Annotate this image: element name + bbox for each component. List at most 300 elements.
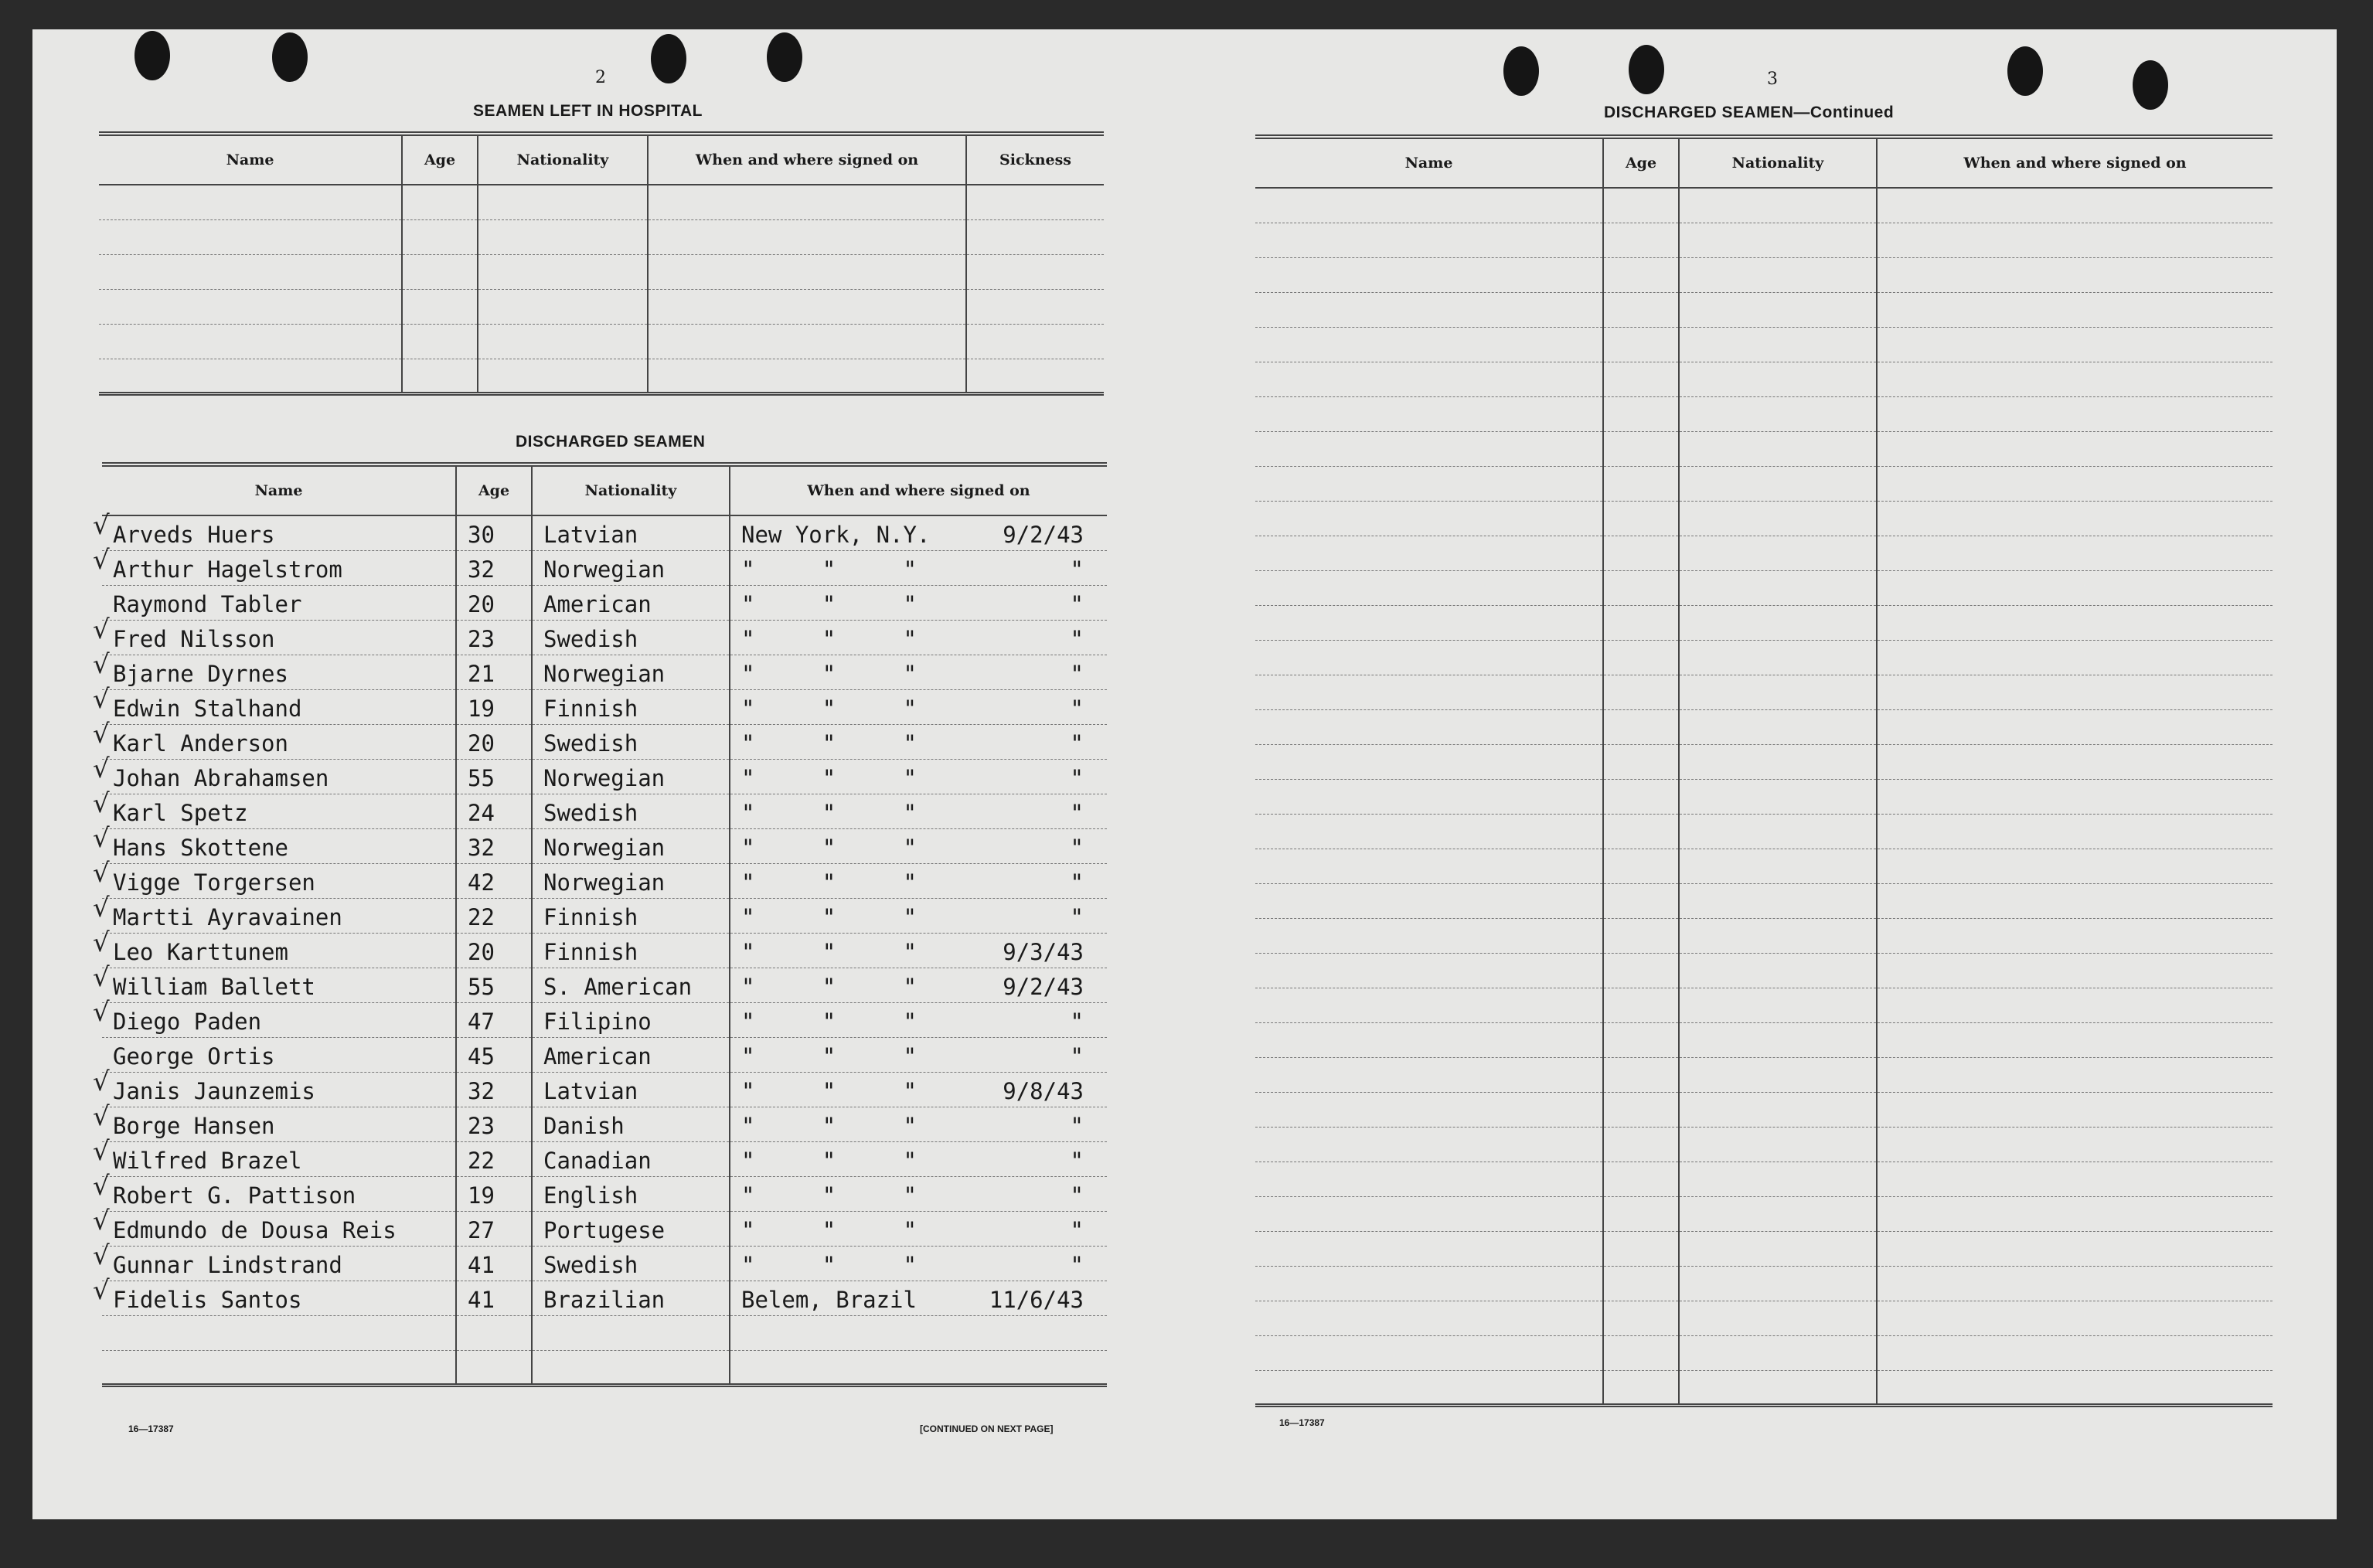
table-cell (402, 254, 478, 289)
table-cell (1603, 1162, 1679, 1196)
table-cell (1877, 396, 2273, 431)
table-cell (1603, 1022, 1679, 1057)
table-row (1255, 570, 2273, 605)
table-cell (1679, 883, 1877, 918)
table-cell (1255, 1335, 1603, 1370)
table-row (102, 1246, 1107, 1281)
page-number: 2 (595, 68, 606, 87)
table-row (1255, 1162, 2273, 1196)
table-cell (1679, 1370, 1877, 1405)
seaman-age: 20 (456, 585, 532, 620)
column-header: Name (99, 134, 402, 185)
column-header: Nationality (532, 464, 730, 515)
table-row (1255, 1092, 2273, 1127)
signed-on-date: " (1070, 730, 1084, 757)
seaman-age: 27 (456, 1211, 532, 1246)
checkmark-icon: √ (93, 927, 110, 958)
table-cell (1255, 501, 1603, 536)
seaman-age: 32 (456, 550, 532, 585)
column-header: Age (1603, 137, 1679, 188)
table-cell (1877, 1092, 2273, 1127)
table-cell (102, 1350, 456, 1385)
binder-hole (1503, 46, 1539, 96)
seaman-age: 20 (456, 724, 532, 759)
table-row (102, 1107, 1107, 1141)
table-cell (1255, 1370, 1603, 1405)
signed-on-cell (730, 550, 1107, 585)
table-row (102, 1281, 1107, 1315)
signed-on-cell (730, 828, 1107, 863)
table-row (1255, 1196, 2273, 1231)
table-cell (1679, 1057, 1877, 1092)
binder-hole (272, 32, 308, 82)
table-cell (1603, 744, 1679, 779)
table-row (1255, 501, 2273, 536)
table-cell (1877, 988, 2273, 1022)
table-cell (1679, 1092, 1877, 1127)
table-cell (648, 185, 966, 219)
seaman-age: 20 (456, 933, 532, 968)
column-header: Age (402, 134, 478, 185)
signed-on-cell (730, 898, 1107, 933)
table-row (1255, 1266, 2273, 1301)
signed-on-cell (730, 1107, 1107, 1141)
table-cell (1603, 1092, 1679, 1127)
table-cell (966, 254, 1104, 289)
table-cell (1877, 292, 2273, 327)
table-cell (1255, 849, 1603, 883)
seaman-age: 21 (456, 655, 532, 689)
table-cell (1877, 431, 2273, 466)
table-cell (1679, 709, 1877, 744)
table-row (102, 515, 1107, 550)
signed-on-date: " (1070, 1251, 1084, 1278)
signed-on-cell (730, 1246, 1107, 1281)
table-cell (1679, 292, 1877, 327)
table-cell (532, 1315, 730, 1350)
table-cell (478, 254, 648, 289)
table-row (1255, 953, 2273, 988)
signed-on-cell (730, 689, 1107, 724)
table-cell (1255, 1057, 1603, 1092)
table-cell (402, 185, 478, 219)
seaman-nationality: Filipino (532, 1002, 730, 1037)
seaman-age: 47 (456, 1002, 532, 1037)
seaman-nationality: American (532, 585, 730, 620)
discharged-section-title: DISCHARGED SEAMEN (516, 433, 706, 451)
table-cell (1679, 1266, 1877, 1301)
signed-on-cell (730, 620, 1107, 655)
binder-hole (767, 32, 802, 82)
table-cell (1603, 918, 1679, 953)
checkmark-icon: √ (93, 510, 110, 541)
seaman-age: 23 (456, 1107, 532, 1141)
table-row (99, 289, 1104, 324)
seaman-name: Janis Jaunzemis (102, 1072, 456, 1107)
table-cell (1679, 988, 1877, 1022)
continued-note: [CONTINUED ON NEXT PAGE] (920, 1423, 1054, 1434)
table-cell (1603, 1266, 1679, 1301)
table-cell (1603, 1301, 1679, 1335)
table-cell (1877, 744, 2273, 779)
signed-on-place: " " " (741, 625, 917, 652)
seaman-name: Fidelis Santos (102, 1281, 456, 1315)
checkmark-icon: √ (93, 1101, 110, 1132)
table-cell (1603, 257, 1679, 292)
table-cell (532, 1350, 730, 1385)
table-row (99, 254, 1104, 289)
signed-on-date: " (1070, 660, 1084, 687)
table-row (1255, 327, 2273, 362)
table-cell (1603, 849, 1679, 883)
table-row (1255, 1057, 2273, 1092)
table-cell (966, 219, 1104, 254)
table-cell (1255, 1092, 1603, 1127)
table-row (1255, 257, 2273, 292)
table-cell (730, 1350, 1107, 1385)
signed-on-cell (730, 1002, 1107, 1037)
table-cell (1877, 779, 2273, 814)
table-cell (1679, 779, 1877, 814)
signed-on-date: " (1070, 1182, 1084, 1209)
table-cell (99, 289, 402, 324)
seaman-nationality: Swedish (532, 794, 730, 828)
signed-on-cell (730, 1211, 1107, 1246)
checkmark-icon: √ (93, 962, 110, 993)
seaman-name: Edmundo de Dousa Reis (102, 1211, 456, 1246)
table-cell (1603, 1127, 1679, 1162)
table-row (102, 794, 1107, 828)
table-cell (1877, 883, 2273, 918)
table-row (1255, 744, 2273, 779)
form-number: 16—17387 (1279, 1417, 1325, 1428)
table-row (1255, 1370, 2273, 1405)
table-row (1255, 605, 2273, 640)
seaman-nationality: Finnish (532, 898, 730, 933)
table-cell (1603, 396, 1679, 431)
table-cell (648, 254, 966, 289)
seaman-age: 19 (456, 689, 532, 724)
binder-hole (2133, 60, 2168, 110)
checkmark-icon: √ (93, 1275, 110, 1306)
table-row (1255, 1022, 2273, 1057)
table-cell (1679, 1022, 1877, 1057)
checkmark-icon: √ (93, 614, 110, 645)
table-cell (1255, 1196, 1603, 1231)
seaman-nationality: Portugese (532, 1211, 730, 1246)
seaman-age: 42 (456, 863, 532, 898)
seaman-nationality: American (532, 1037, 730, 1072)
checkmark-icon: √ (93, 823, 110, 854)
table-cell (1255, 1022, 1603, 1057)
seaman-nationality: Canadian (532, 1141, 730, 1176)
seaman-name: Vigge Torgersen (102, 863, 456, 898)
seaman-nationality: Norwegian (532, 828, 730, 863)
table-cell (1877, 1196, 2273, 1231)
table-cell (1603, 709, 1679, 744)
seaman-nationality: Norwegian (532, 655, 730, 689)
table-cell (1603, 466, 1679, 501)
checkmark-icon: √ (93, 788, 110, 819)
seaman-name: Hans Skottene (102, 828, 456, 863)
form-number: 16—17387 (128, 1423, 174, 1434)
table-cell (1255, 431, 1603, 466)
table-row (102, 1176, 1107, 1211)
checkmark-icon: √ (93, 1240, 110, 1271)
signed-on-date: " (1070, 903, 1084, 930)
column-header: Name (1255, 137, 1603, 188)
seaman-nationality: English (532, 1176, 730, 1211)
signed-on-cell (730, 724, 1107, 759)
table-row (102, 689, 1107, 724)
table-cell (99, 254, 402, 289)
page-number: 3 (1767, 70, 1778, 89)
table-row (102, 1002, 1107, 1037)
table-cell (1877, 536, 2273, 570)
table-cell (730, 1315, 1107, 1350)
table-cell (1679, 1127, 1877, 1162)
signed-on-cell (730, 1281, 1107, 1315)
table-cell (1255, 1301, 1603, 1335)
table-cell (1603, 362, 1679, 396)
table-cell (1877, 640, 2273, 675)
seaman-age: 41 (456, 1246, 532, 1281)
table-cell (1679, 1196, 1877, 1231)
table-cell (1255, 883, 1603, 918)
signed-on-cell (730, 863, 1107, 898)
table-cell (1679, 918, 1877, 953)
signed-on-date: " (1070, 1147, 1084, 1174)
table-cell (1255, 814, 1603, 849)
table-cell (1603, 188, 1679, 223)
seaman-age: 32 (456, 828, 532, 863)
seaman-name: Robert G. Pattison (102, 1176, 456, 1211)
signed-on-place: " " " (741, 834, 917, 861)
table-cell (1679, 1231, 1877, 1266)
table-cell (1255, 466, 1603, 501)
table-cell (1679, 849, 1877, 883)
discharged-table (102, 462, 1107, 1387)
table-cell (966, 185, 1104, 219)
signed-on-place: " " " (741, 1077, 917, 1104)
table-cell (1679, 396, 1877, 431)
table-cell (1877, 327, 2273, 362)
signed-on-place: " " " (741, 660, 917, 687)
table-cell (1255, 744, 1603, 779)
checkmark-icon: √ (93, 1136, 110, 1167)
seaman-age: 55 (456, 968, 532, 1002)
table-cell (1679, 744, 1877, 779)
table-cell (478, 359, 648, 393)
seaman-name: Arveds Huers (102, 515, 456, 550)
table-row (102, 655, 1107, 689)
column-header: Nationality (1679, 137, 1877, 188)
table-cell (1603, 1057, 1679, 1092)
signed-on-place: " " " (741, 590, 917, 617)
table-row (99, 359, 1104, 393)
table-cell (1877, 466, 2273, 501)
table-cell (1255, 362, 1603, 396)
column-header: Sickness (966, 134, 1104, 185)
table-cell (1255, 675, 1603, 709)
seaman-nationality: Finnish (532, 933, 730, 968)
table-row (1255, 1231, 2273, 1266)
table-row (1255, 1127, 2273, 1162)
signed-on-date: " (1070, 1112, 1084, 1139)
seaman-nationality: Swedish (532, 620, 730, 655)
signed-on-place: " " " (741, 903, 917, 930)
table-row (102, 1211, 1107, 1246)
table-cell (1877, 223, 2273, 257)
table-row (102, 550, 1107, 585)
column-header: Name (102, 464, 456, 515)
seaman-age: 55 (456, 759, 532, 794)
seaman-age: 19 (456, 1176, 532, 1211)
table-row (102, 1350, 1107, 1385)
signed-on-place: " " " (741, 1251, 917, 1278)
table-cell (1255, 1127, 1603, 1162)
table-cell (1603, 605, 1679, 640)
signed-on-date: 11/6/43 (989, 1286, 1084, 1313)
table-cell (966, 359, 1104, 393)
seaman-nationality: Swedish (532, 1246, 730, 1281)
table-cell (99, 185, 402, 219)
table-row (102, 759, 1107, 794)
table-cell (1679, 953, 1877, 988)
signed-on-cell (730, 1176, 1107, 1211)
table-cell (1255, 988, 1603, 1022)
table-row (1255, 1301, 2273, 1335)
table-cell (1255, 953, 1603, 988)
table-cell (1877, 605, 2273, 640)
table-cell (1679, 501, 1877, 536)
table-row (102, 620, 1107, 655)
table-cell (648, 219, 966, 254)
table-row (1255, 536, 2273, 570)
table-row (1255, 883, 2273, 918)
signed-on-place: " " " (741, 556, 917, 583)
table-row (1255, 1335, 2273, 1370)
table-cell (1679, 223, 1877, 257)
table-row (1255, 362, 2273, 396)
signed-on-date: " (1070, 1008, 1084, 1035)
seaman-nationality: Finnish (532, 689, 730, 724)
signed-on-cell (730, 515, 1107, 550)
signed-on-place: " " " (741, 764, 917, 791)
table-cell (1877, 849, 2273, 883)
seaman-name: Raymond Tabler (102, 585, 456, 620)
signed-on-date: " (1070, 590, 1084, 617)
signed-on-place: " " " (741, 1147, 917, 1174)
seaman-name: Johan Abrahamsen (102, 759, 456, 794)
left-page (32, 29, 1149, 1519)
column-header: When and where signed on (1877, 137, 2273, 188)
table-cell (1877, 1022, 2273, 1057)
seaman-name: George Ortis (102, 1037, 456, 1072)
table-cell (1255, 1266, 1603, 1301)
table-cell (478, 219, 648, 254)
table-cell (1679, 605, 1877, 640)
table-cell (648, 324, 966, 359)
column-header: When and where signed on (648, 134, 966, 185)
table-cell (1679, 188, 1877, 223)
signed-on-place: New York, N.Y. (741, 521, 931, 548)
table-cell (1255, 709, 1603, 744)
table-cell (1603, 431, 1679, 466)
table-cell (1255, 292, 1603, 327)
table-cell (1255, 570, 1603, 605)
seaman-age: 22 (456, 898, 532, 933)
table-cell (1877, 1162, 2273, 1196)
table-cell (1255, 327, 1603, 362)
seaman-age: 45 (456, 1037, 532, 1072)
right-page (1149, 29, 2337, 1519)
table-row (1255, 675, 2273, 709)
table-cell (456, 1350, 532, 1385)
table-row (102, 1315, 1107, 1350)
table-cell (1877, 709, 2273, 744)
table-row (1255, 918, 2273, 953)
table-cell (1603, 1196, 1679, 1231)
table-cell (1603, 814, 1679, 849)
signed-on-cell (730, 1141, 1107, 1176)
seaman-nationality: S. American (532, 968, 730, 1002)
table-cell (99, 359, 402, 393)
table-cell (1255, 396, 1603, 431)
seaman-name: Martti Ayravainen (102, 898, 456, 933)
seaman-name: Karl Anderson (102, 724, 456, 759)
seaman-nationality: Norwegian (532, 863, 730, 898)
table-row (102, 1141, 1107, 1176)
signed-on-cell (730, 1072, 1107, 1107)
table-cell (1679, 675, 1877, 709)
table-row (1255, 779, 2273, 814)
table-cell (1255, 1162, 1603, 1196)
seaman-name: Wilfred Brazel (102, 1141, 456, 1176)
checkmark-icon: √ (93, 1066, 110, 1097)
table-row (1255, 431, 2273, 466)
table-cell (1255, 223, 1603, 257)
signed-on-place: " " " (741, 1216, 917, 1243)
table-row (1255, 709, 2273, 744)
table-row (102, 1037, 1107, 1072)
seaman-name: Edwin Stalhand (102, 689, 456, 724)
table-cell (1679, 362, 1877, 396)
checkmark-icon: √ (93, 684, 110, 715)
table-cell (1603, 570, 1679, 605)
signed-on-cell (730, 585, 1107, 620)
table-cell (1679, 536, 1877, 570)
table-cell (402, 219, 478, 254)
table-cell (1877, 1127, 2273, 1162)
table-cell (1877, 188, 2273, 223)
table-row (1255, 188, 2273, 223)
seaman-age: 24 (456, 794, 532, 828)
table-row (99, 219, 1104, 254)
table-cell (1603, 292, 1679, 327)
table-row (102, 863, 1107, 898)
signed-on-date: " (1070, 1042, 1084, 1070)
table-cell (1877, 362, 2273, 396)
table-cell (1877, 1301, 2273, 1335)
table-cell (402, 289, 478, 324)
table-cell (1877, 918, 2273, 953)
signed-on-cell (730, 968, 1107, 1002)
seaman-age: 22 (456, 1141, 532, 1176)
hospital-table (99, 131, 1104, 396)
table-cell (1603, 779, 1679, 814)
table-cell (1679, 1301, 1877, 1335)
